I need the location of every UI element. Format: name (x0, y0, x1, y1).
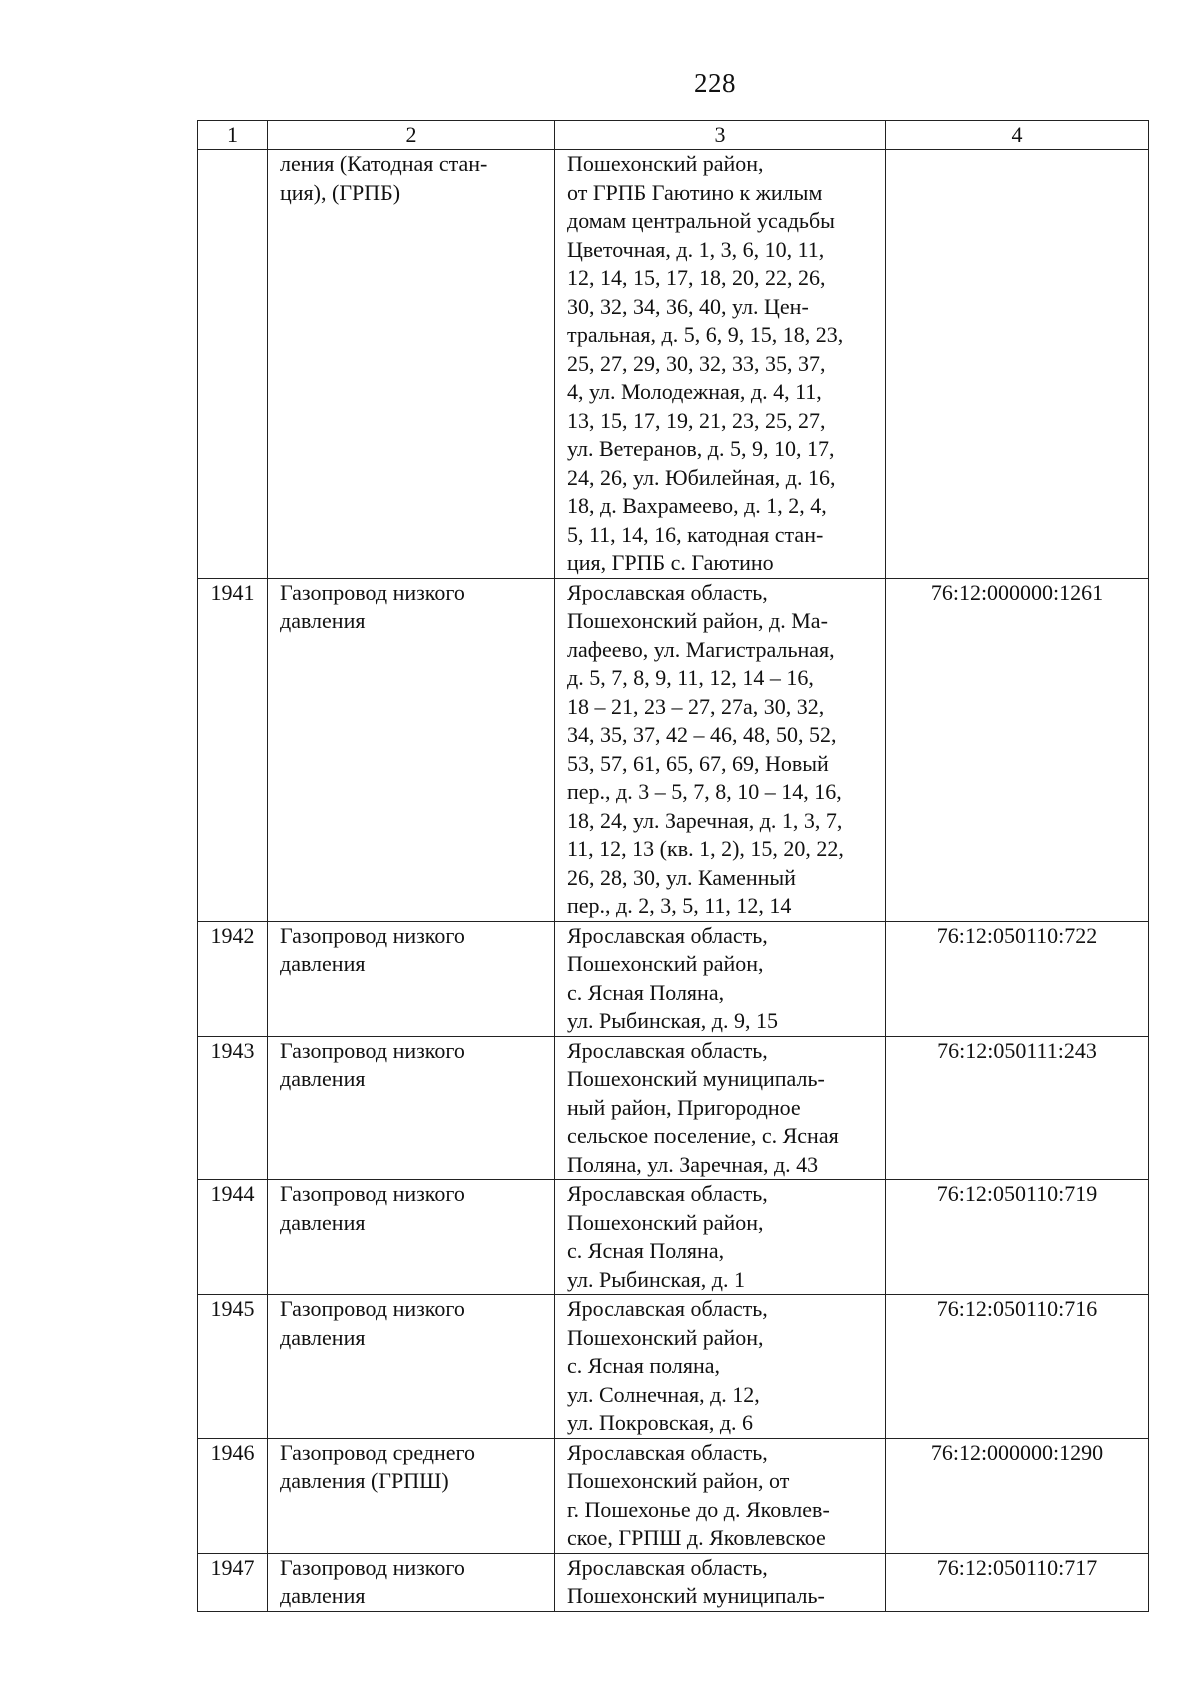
object-address: Пошехонский район, от ГРПБ Гаютино к жилым домам центральной усадьбы Цветочная, д. 1, 3, 6, 10, 11, 12, 14, 15, 17, 18, 20, 22, 26, 30, 32, 34, 36, 40, ул. Цен- тральная, д. 5, 6, 9, 15, 18, 23, 25, 27, 29, 30, 32, 33, 35, 37, 4, ул. Молодежная, д. 4, 11, 13, 15, 17, 19, 21, 23, 25, 27, ул. Ветеранов, д. 5, 9, 10, 17, 24, 26, ул. Юбилейная, д. 16, 18, д. Вахрамеево, д. 1, 2, 4, 5, 11, 14, 16, катодная стан- ция, ГРПБ с. Гаютино (555, 150, 886, 579)
column-header-3: 3 (555, 121, 886, 150)
cadastral-number: 76:12:000000:1290 (886, 1438, 1149, 1553)
object-name: Газопровод низкого давления (268, 1180, 555, 1295)
object-address: Ярославская область, Пошехонский район, д. Ма- лафеево, ул. Магистральная, д. 5, 7, 8, 9, 11, 12, 14 – 16, 18 – 21, 23 – 27, 27а, 30, 32, 34, 35, 37, 42 – 46, 48, 50, 52, 53, 57, 61, 65, 67, 69, Новый пер., д. 3 – 5, 7, 8, 10 – 14, 16, 18, 24, ул. Заречная, д. 1, 3, 7, 11, 12, 13 (кв. 1, 2), 15, 20, 22, 26, 28, 30, ул. Каменный пер., д. 2, 3, 5, 11, 12, 14 (555, 578, 886, 921)
row-number: 1947 (198, 1553, 268, 1611)
row-number: 1942 (198, 921, 268, 1036)
cadastral-number: 76:12:000000:1261 (886, 578, 1149, 921)
table-row (198, 578, 1149, 921)
table-row (198, 150, 1149, 579)
table-header-row (198, 121, 1149, 150)
object-address: Ярославская область, Пошехонский район, с. Ясная Поляна, ул. Рыбинская, д. 9, 15 (555, 921, 886, 1036)
row-number: 1946 (198, 1438, 268, 1553)
cadastral-number (886, 150, 1149, 579)
object-name: Газопровод низкого давления (268, 1553, 555, 1611)
cadastral-number: 76:12:050110:722 (886, 921, 1149, 1036)
cadastral-number: 76:12:050110:719 (886, 1180, 1149, 1295)
table-row (198, 921, 1149, 1036)
object-name: Газопровод среднего давления (ГРПШ) (268, 1438, 555, 1553)
object-address: Ярославская область, Пошехонский муниципаль- ный район, Пригородное сельское поселение, с. Ясная Поляна, ул. Заречная, д. 43 (555, 1036, 886, 1180)
object-name: Газопровод низкого давления (268, 921, 555, 1036)
column-header-4: 4 (886, 121, 1149, 150)
page-number: 228 (694, 68, 736, 98)
registry-table (197, 120, 1149, 1612)
row-number: 1945 (198, 1295, 268, 1439)
column-header-2: 2 (268, 121, 555, 150)
table-row (198, 1553, 1149, 1611)
table-row (198, 1036, 1149, 1180)
row-number: 1941 (198, 578, 268, 921)
cadastral-number: 76:12:050110:716 (886, 1295, 1149, 1439)
table-row (198, 1180, 1149, 1295)
object-name: ления (Катодная стан- ция), (ГРПБ) (268, 150, 555, 579)
row-number: 1944 (198, 1180, 268, 1295)
object-address: Ярославская область, Пошехонский район, с. Ясная Поляна, ул. Рыбинская, д. 1 (555, 1180, 886, 1295)
object-name: Газопровод низкого давления (268, 1036, 555, 1180)
object-address: Ярославская область, Пошехонский район, от г. Пошехонье до д. Яковлев- ское, ГРПШ д. Яковлевское (555, 1438, 886, 1553)
table-row (198, 1438, 1149, 1553)
table-row (198, 1295, 1149, 1439)
object-address: Ярославская область, Пошехонский район, с. Ясная поляна, ул. Солнечная, д. 12, ул. Покровская, д. 6 (555, 1295, 886, 1439)
row-number: 1943 (198, 1036, 268, 1180)
row-number (198, 150, 268, 579)
object-name: Газопровод низкого давления (268, 1295, 555, 1439)
cadastral-number: 76:12:050111:243 (886, 1036, 1149, 1180)
cadastral-number: 76:12:050110:717 (886, 1553, 1149, 1611)
column-header-1: 1 (198, 121, 268, 150)
object-address: Ярославская область, Пошехонский муниципаль- (555, 1553, 886, 1611)
object-name: Газопровод низкого давления (268, 578, 555, 921)
